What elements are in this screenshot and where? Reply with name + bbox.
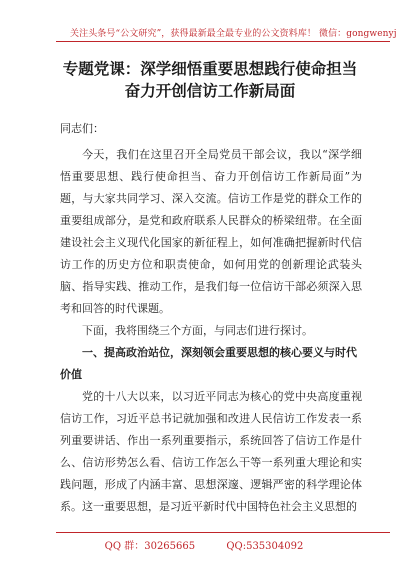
section-heading: 一、提高政治站位，深刻领会重要思想的核心要义与时代价值: [60, 346, 357, 381]
footer-qq-group: QQ 群：30265665: [104, 541, 196, 552]
footer-divider: [56, 532, 390, 533]
paragraph-intro: 今天，我们在这里召开全局党员干部会议，我以“深学细悟重要思想、践行使命担当、奋力开创信访工作新局面”为题，与大家共同学习、深入交流。信访工作是党的群众工作的重要组成部分，是党和政府联系人民群众的桥梁纽带。在全面建设社会主义现代化国家的新征程上，如何准确把握新时代信访工作的历史方位和职责使命，如何用党的创新理论武装头脑、指导实践、推动工作，是我们每一位信访干部必须深入思考和回答的时代课题。: [60, 148, 362, 315]
document-title: 专题党课：深学细悟重要思想践行使命担当奋力开创信访工作新局面: [62, 59, 358, 100]
footer-qq: QQ:535304092: [226, 541, 304, 552]
footer: [0, 537, 408, 552]
paragraph-section-one: 党的十八大以来，以习近平同志为核心的党中央高度重视信访工作，习近平总书记就加强和改进人民信访工作发表一系列重要讲话、作出一系列重要指示，系统回答了信访工作是什么、信访形势怎么看、信访工作怎么干等一系列重大理论和实践问题，形成了内涵丰富、思想深邃、逻辑严密的科学理论体系。这一重要思想，是习近平新时代中国特色社会主义思想的: [60, 390, 362, 513]
paragraph-outline: 下面，我将围绕三个方面，与同志们进行探讨。: [82, 324, 313, 337]
document-body: [60, 118, 362, 518]
header-note: 关注头条号“公文研究”，获得最新最全最专业的公文资料库！ 微信：gongwenyj: [70, 29, 397, 39]
header-divider: [56, 41, 390, 42]
salutation: 同志们：: [60, 122, 104, 135]
